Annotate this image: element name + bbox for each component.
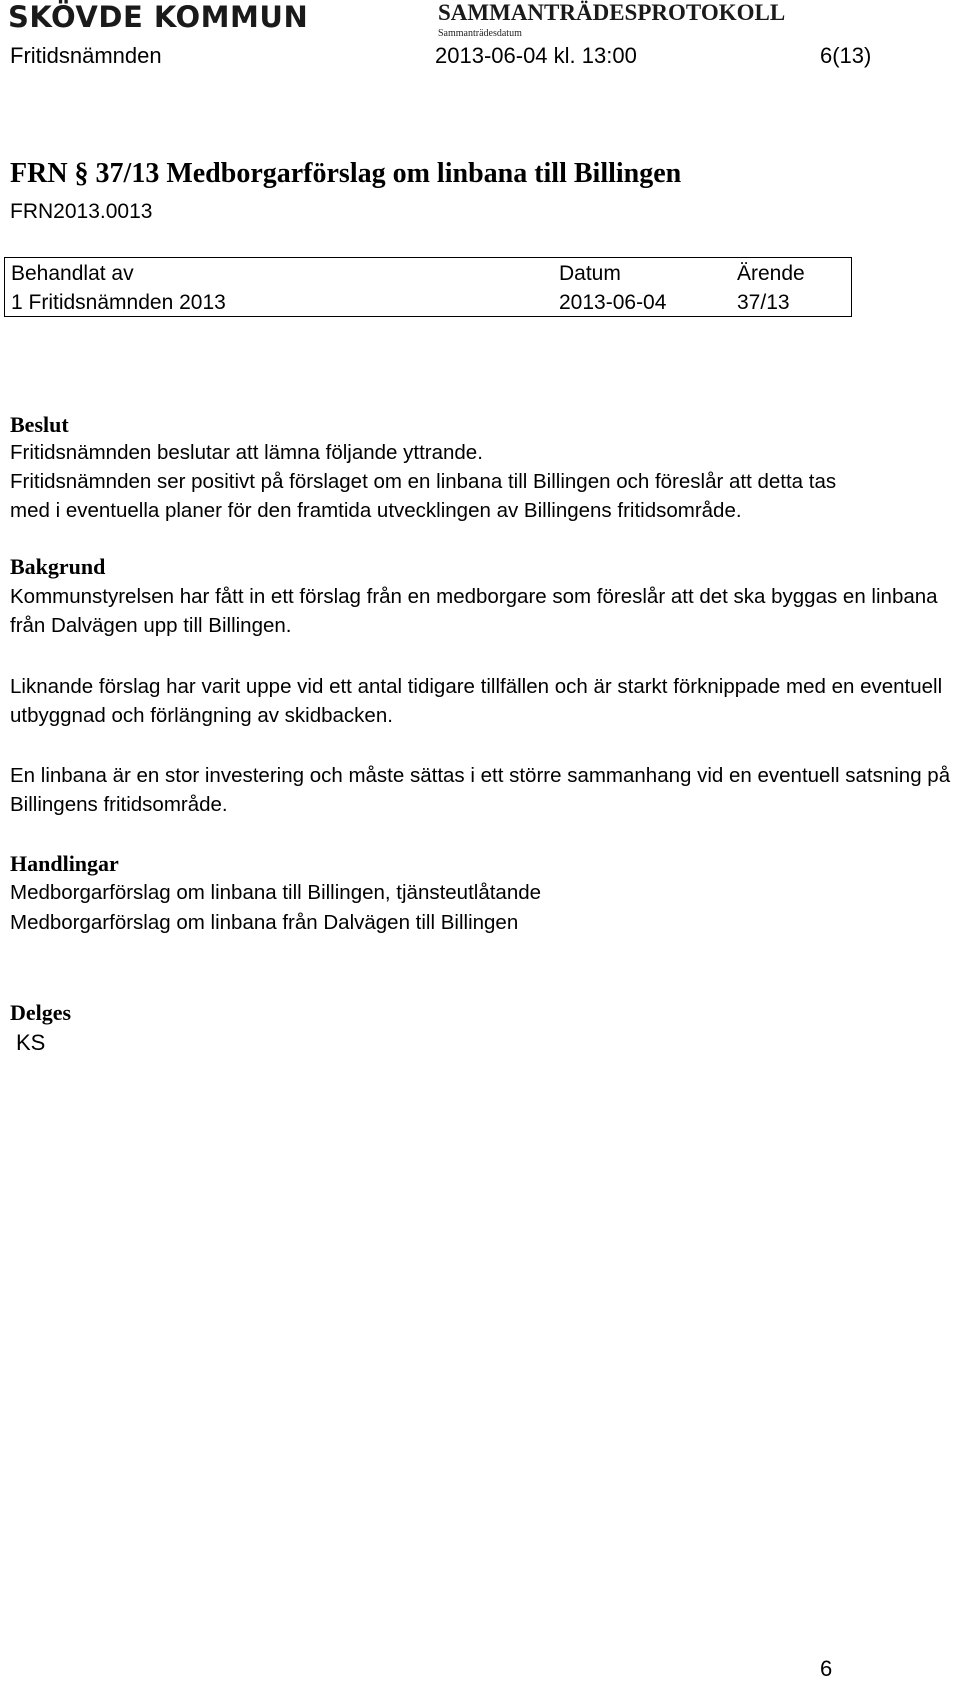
case-title: FRN § 37/13 Medborgarförslag om linbana till Billingen [10, 158, 682, 189]
handlingar-heading: Handlingar [10, 851, 119, 876]
table-header-behandlat-av: Behandlat av [11, 262, 134, 285]
table-header-arende: Ärende [737, 262, 805, 285]
table-header-datum: Datum [559, 262, 621, 285]
beslut-line: Fritidsnämnden ser positivt på förslaget om en linbana till Billingen och föreslår att detta tas [10, 470, 837, 493]
beslut-heading: Beslut [10, 412, 69, 437]
handling-table [4, 257, 852, 317]
case-reference: FRN2013.0013 [10, 200, 153, 223]
handlingar-item: Medborgarförslag om linbana från Dalvägen till Billingen [10, 911, 519, 934]
skovde-kommun-logo: SKÖVDE KOMMUN [8, 0, 309, 34]
delges-heading: Delges [10, 1000, 72, 1025]
handlingar-item: Medborgarförslag om linbana till Billingen, tjänsteutlåtande [10, 881, 542, 904]
header-page-count: 6(13) [820, 43, 872, 68]
header-organization: Fritidsnämnden [10, 43, 162, 68]
table-cell-behandlat-av: 1 Fritidsnämnden 2013 [11, 291, 226, 314]
table-cell-datum: 2013-06-04 [559, 291, 667, 314]
bakgrund-paragraph: Liknande förslag har varit uppe vid ett antal tidigare tillfällen och är starkt förknippade med en eventuell utbyggnad och förlängning av skidbacken. [10, 675, 943, 727]
beslut-line: med i eventuella planer för den framtida utvecklingen av Billingens fritidsområde. [10, 499, 742, 522]
date-caption: Sammanträdesdatum [438, 28, 522, 39]
delges-recipient: KS [16, 1030, 46, 1055]
footer-page-number: 6 [820, 1656, 833, 1681]
bakgrund-paragraph: En linbana är en stor investering och måste sättas i ett större sammanhang vid en eventuell satsning på Billingens fritidsområde. [10, 764, 951, 816]
document-type: SAMMANTRÄDESPROTOKOLL [438, 0, 786, 25]
beslut-line: Fritidsnämnden beslutar att lämna följande yttrande. [10, 441, 483, 464]
bakgrund-heading: Bakgrund [10, 554, 106, 579]
header-meeting-date: 2013-06-04 kl. 13:00 [435, 43, 637, 68]
bakgrund-paragraph: Kommunstyrelsen har fått in ett förslag från en medborgare som föreslår att det ska byggas en linbana från Dalvägen upp till Billingen. [10, 585, 938, 637]
table-cell-arende: 37/13 [737, 291, 790, 314]
